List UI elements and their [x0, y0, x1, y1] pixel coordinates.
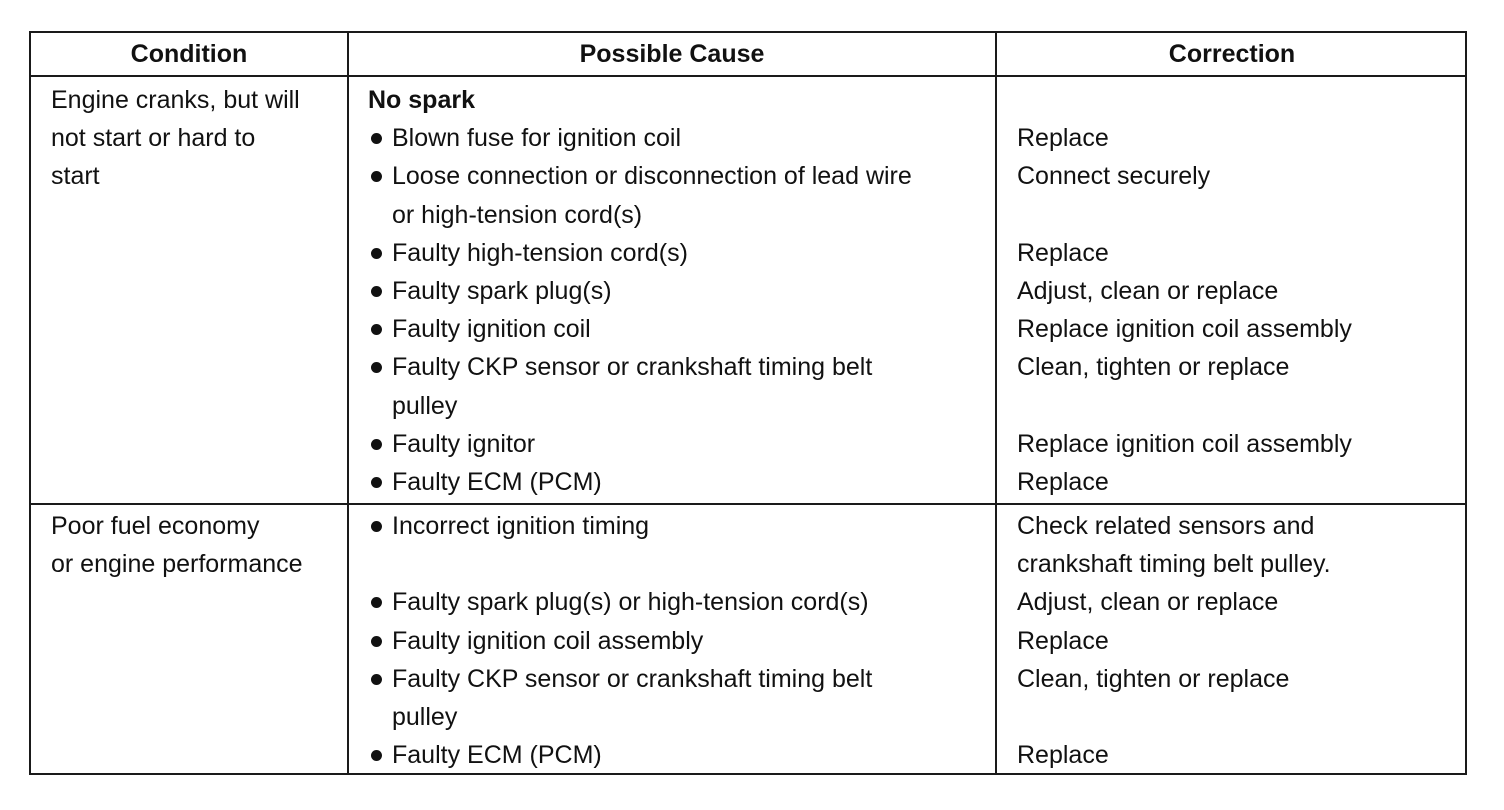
header-condition: Condition: [130, 40, 248, 68]
correction-item: Replace ignition coil assembly: [1017, 429, 1352, 458]
cause-item: Faulty ECM (PCM): [368, 736, 872, 774]
bullet-icon: [371, 439, 382, 450]
correction-item: Replace: [1017, 124, 1109, 153]
correction-item-continued: crankshaft timing belt pulley.: [1017, 550, 1331, 579]
correction-item: Replace: [1017, 467, 1109, 496]
row-divider: [31, 503, 1465, 505]
bullet-icon: [371, 636, 382, 647]
condition-cell: [51, 81, 300, 196]
correction-item: Check related sensors and: [1017, 512, 1315, 540]
cause-heading: No spark: [368, 86, 475, 114]
correction-item: Replace: [1017, 741, 1109, 770]
condition-line: or engine performance: [51, 550, 303, 579]
cause-item: Faulty ignition coil assembly: [368, 622, 872, 660]
cause-item: Faulty ignitor: [368, 425, 912, 463]
bullet-icon: [371, 248, 382, 259]
header-divider: [31, 75, 1465, 77]
header-correction: Correction: [1168, 40, 1296, 68]
correction-item: Replace: [1017, 238, 1109, 267]
cause-item: Loose connection or disconnection of lead wire: [368, 157, 912, 195]
cause-item: Incorrect ignition timing: [368, 507, 872, 545]
troubleshooting-table: [29, 31, 1467, 775]
cause-item: Faulty spark plug(s): [368, 272, 912, 310]
correction-item: Replace ignition coil assembly: [1017, 315, 1352, 344]
correction-cell: [1017, 507, 1331, 774]
bullet-icon: [371, 362, 382, 373]
cause-item-continued: or high-tension cord(s): [392, 200, 643, 229]
correction-item: Clean, tighten or replace: [1017, 664, 1290, 693]
bullet-icon: [371, 286, 382, 297]
column-divider-2: [995, 33, 997, 773]
correction-item: Adjust, clean or replace: [1017, 276, 1279, 305]
bullet-icon: [371, 324, 382, 335]
condition-line: Poor fuel economy: [51, 512, 260, 540]
condition-line: Engine cranks, but will: [51, 86, 300, 114]
cause-item: Faulty CKP sensor or crankshaft timing belt: [368, 348, 912, 386]
cause-item: Faulty CKP sensor or crankshaft timing belt: [368, 660, 872, 698]
correction-item: Connect securely: [1017, 162, 1211, 191]
cause-cell: [368, 507, 872, 774]
bullet-icon: [371, 597, 382, 608]
bullet-icon: [371, 750, 382, 761]
cause-item: Blown fuse for ignition coil: [368, 119, 912, 157]
header-possible-cause: Possible Cause: [579, 40, 765, 68]
cause-item: Faulty ECM (PCM): [368, 463, 912, 501]
correction-item: Adjust, clean or replace: [1017, 588, 1279, 617]
cause-item: Faulty spark plug(s) or high-tension cord(s): [368, 583, 872, 621]
bullet-icon: [371, 133, 382, 144]
cause-cell: [368, 81, 912, 501]
bullet-icon: [371, 477, 382, 488]
correction-item: Replace: [1017, 626, 1109, 655]
cause-item: Faulty ignition coil: [368, 310, 912, 348]
cause-item-continued: pulley: [392, 702, 458, 731]
correction-item: Clean, tighten or replace: [1017, 353, 1290, 382]
bullet-icon: [371, 521, 382, 532]
cause-item-continued: pulley: [392, 391, 458, 420]
condition-line: start: [51, 162, 100, 191]
correction-cell: [1017, 81, 1352, 501]
column-divider-1: [347, 33, 349, 773]
cause-item: Faulty high-tension cord(s): [368, 234, 912, 272]
bullet-icon: [371, 171, 382, 182]
condition-line: not start or hard to: [51, 124, 256, 153]
bullet-icon: [371, 674, 382, 685]
condition-cell: [51, 507, 303, 583]
